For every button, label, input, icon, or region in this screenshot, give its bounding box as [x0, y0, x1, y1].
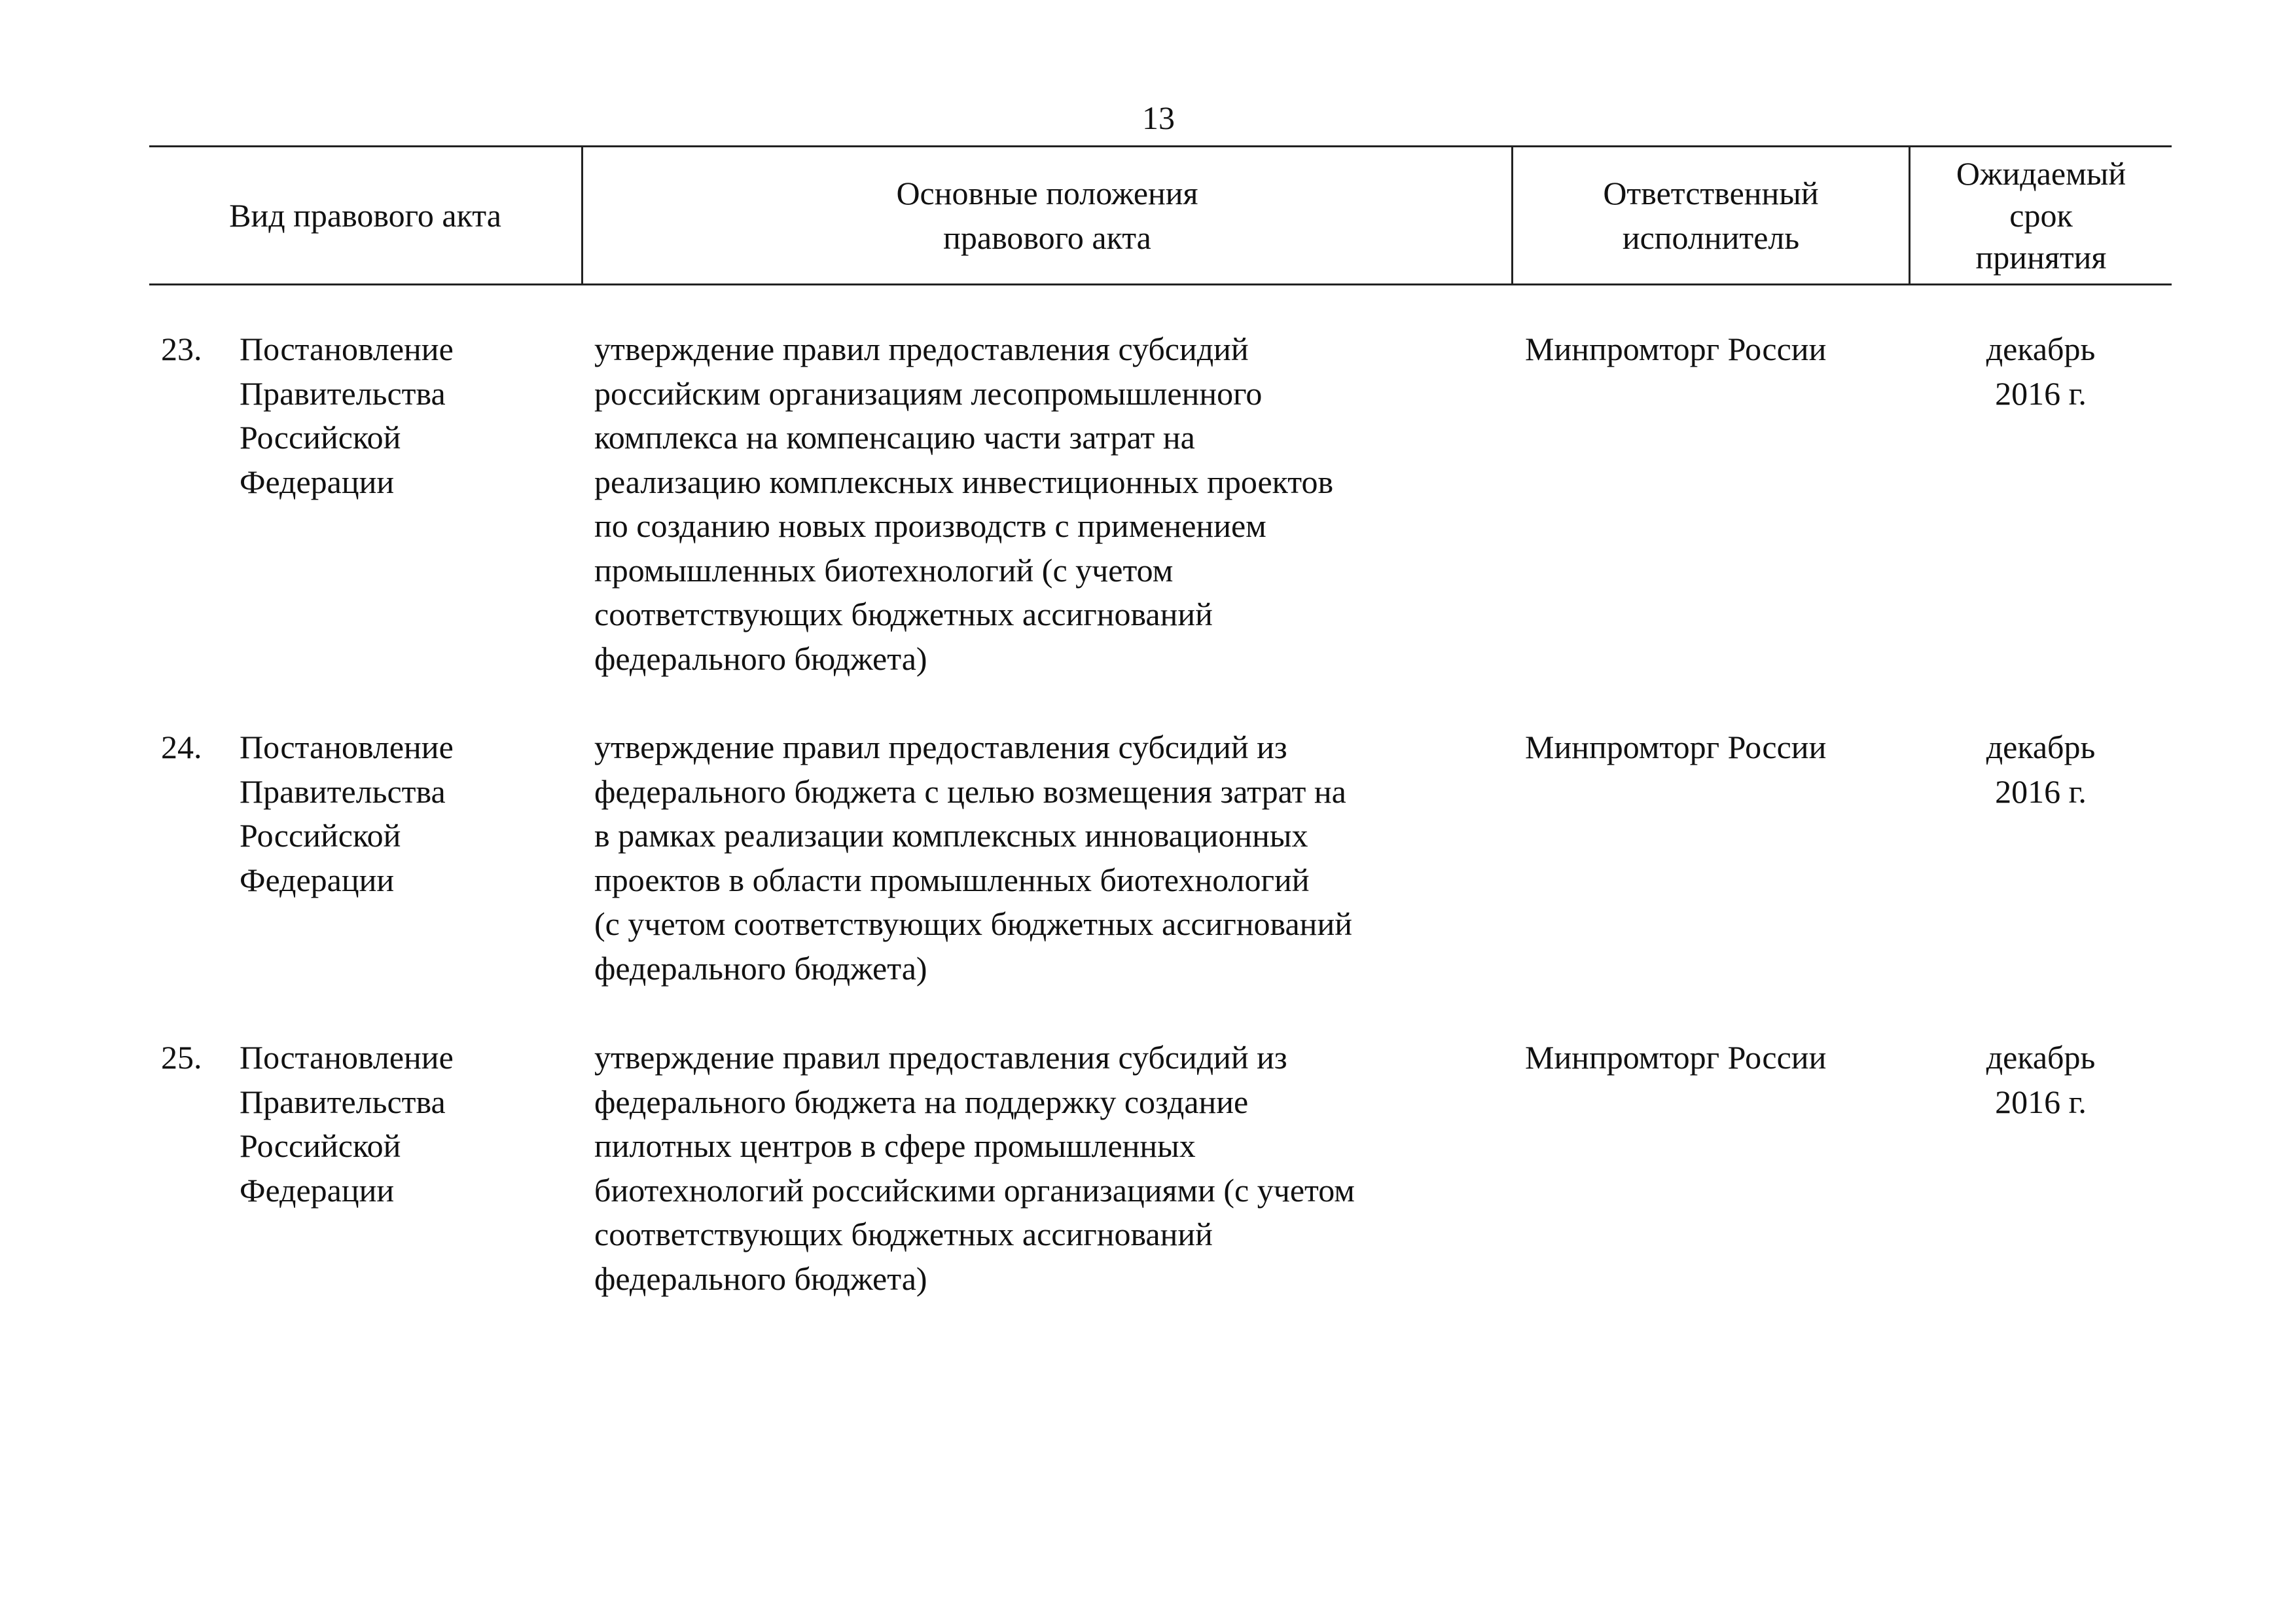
page-number: 13	[1142, 100, 1175, 136]
expected-deadline: декабрь 2016 г.	[1986, 331, 2096, 412]
act-provisions: утверждение правил предоставления субсидий российским организациям лесопромышленного комплекса на компенсацию части затрат на реализацию комплексных инвестиционных проектов по созданию новых производств с применением промышленных биотехнологий (с учетом соответствующих бюджетных ассигнований федерального бюджета)	[594, 331, 1334, 677]
header-deadline-line3: принятия	[1975, 239, 2107, 276]
header-executor-line2: исполнитель	[1622, 219, 1800, 256]
act-kind: Постановление Правительства Российской Федерации	[240, 1039, 454, 1209]
responsible-executor: Минпромторг России	[1525, 331, 1827, 367]
expected-deadline: декабрь 2016 г.	[1986, 729, 2096, 810]
expected-deadline: декабрь 2016 г.	[1986, 1039, 2096, 1120]
act-kind: Постановление Правительства Российской Федерации	[240, 331, 454, 500]
row-number: 24.	[161, 729, 202, 765]
header-provisions-line2: правового акта	[943, 219, 1151, 256]
header-deadline-cell	[1910, 147, 2172, 283]
act-kind: Постановление Правительства Российской Федерации	[240, 729, 454, 898]
act-provisions: утверждение правил предоставления субсидий из федерального бюджета с целью возмещения затрат на в рамках реализации комплексных инновационных проектов в области промышленных биотехнологий (с учетом соответствующих бюджетных ассигнований федерального бюджета)	[594, 729, 1352, 987]
table-header	[149, 145, 2172, 285]
header-kind-label: Вид правового акта	[229, 197, 501, 234]
responsible-executor: Минпромторг России	[1525, 729, 1827, 765]
header-deadline-line1: Ожидаемый	[1956, 155, 2126, 192]
header-executor-line1: Ответственный	[1603, 175, 1819, 211]
header-provisions-line1: Основные положения	[896, 175, 1198, 211]
row-number: 25.	[161, 1039, 202, 1076]
responsible-executor: Минпромторг России	[1525, 1039, 1827, 1076]
row-number: 23.	[161, 331, 202, 367]
header-executor-cell	[1513, 147, 1909, 283]
act-provisions: утверждение правил предоставления субсидий из федерального бюджета на поддержку создание пилотных центров в сфере промышленных биотехнологий российскими организациями (с учетом соответствующих бюджетных ассигнований федерального бюджета)	[594, 1039, 1355, 1297]
header-provisions-cell	[583, 147, 1511, 283]
header-deadline-line2: срок	[2009, 197, 2073, 234]
header-kind-cell	[149, 147, 581, 283]
